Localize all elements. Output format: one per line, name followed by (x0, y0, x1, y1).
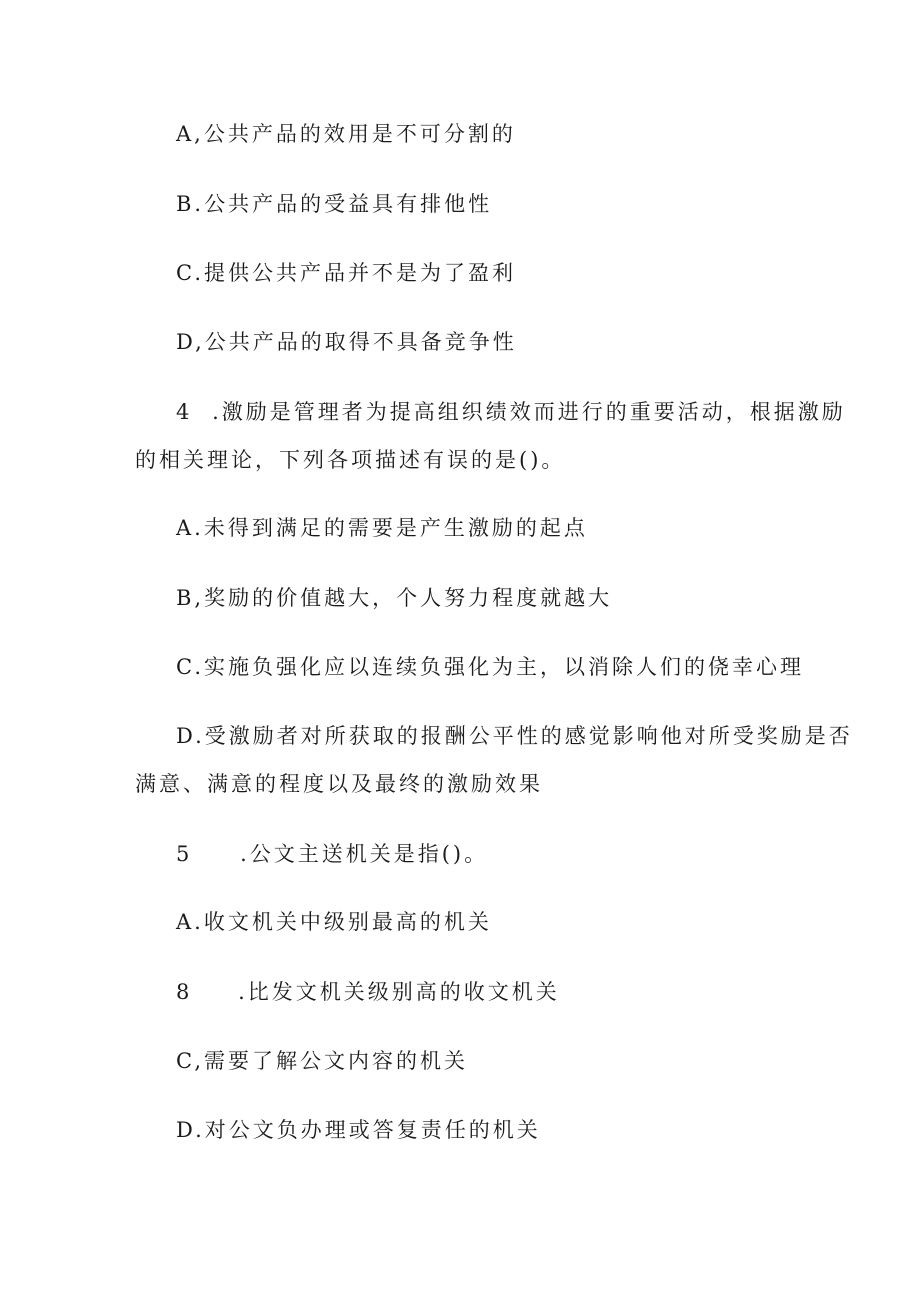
q4-option-a: A.未得到满足的需要是产生激励的起点 (176, 516, 588, 540)
q5-option-a: A.收文机关中级别最高的机关 (176, 910, 492, 934)
q5-option-d: D.对公文负办理或答复责任的机关 (176, 1118, 541, 1142)
q4-option-d-line1: D.受激励者对所获取的报酬公平性的感觉影响他对所受奖励是否 (176, 724, 853, 748)
q4-stem-line1 (176, 398, 846, 426)
q5-stem-text: .公文主送机关是指()。 (240, 842, 489, 866)
q5-stem (176, 840, 488, 868)
q5-option-b-number: 8 (176, 980, 193, 1004)
q5-option-b (176, 978, 560, 1006)
q4-option-b: B,奖励的价值越大，个人努力程度就越大 (176, 586, 613, 610)
q4-option-c: C.实施负强化应以连续负强化为主，以消除人们的侥幸心理 (176, 655, 804, 679)
q5-number: 5 (176, 842, 193, 866)
q3-option-a: A,公共产品的效用是不可分割的 (176, 122, 516, 146)
q4-stem-text: .激励是管理者为提高组织绩效而进行的重要活动，根据激励 (212, 400, 846, 424)
q4-number: 4 (176, 400, 193, 424)
q3-option-c: C.提供公共产品并不是为了盈利 (176, 261, 516, 285)
q3-option-d: D,公共产品的取得不具备竞争性 (176, 330, 517, 354)
q5-option-b-text: .比发文机关级别高的收文机关 (238, 980, 560, 1004)
q3-option-b: B.公共产品的受益具有排他性 (176, 192, 493, 216)
q4-stem-line2: 的相关理论，下列各项描述有误的是()。 (135, 448, 566, 472)
q5-option-c: C,需要了解公文内容的机关 (176, 1049, 468, 1073)
q4-option-d-line2: 满意、满意的程度以及最终的激励效果 (135, 772, 543, 796)
